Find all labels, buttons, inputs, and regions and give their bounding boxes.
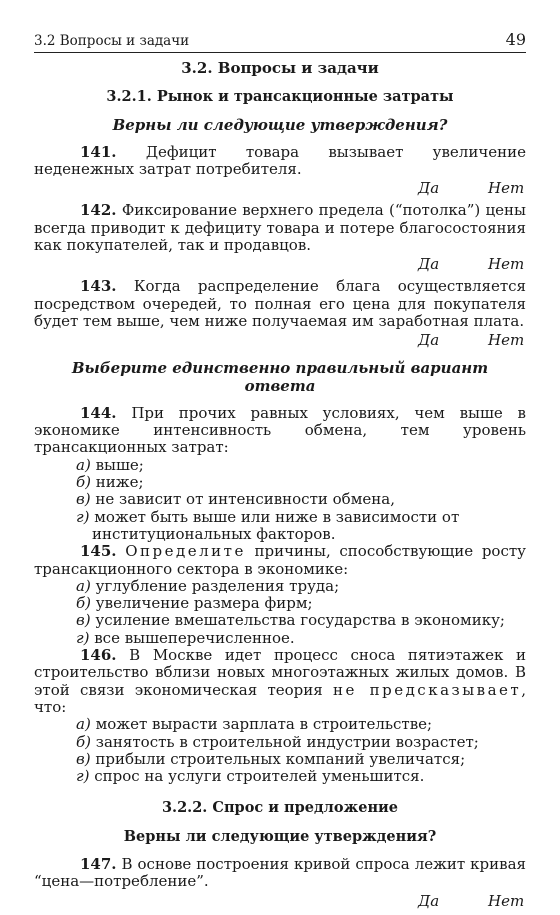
options-146 [34, 716, 526, 785]
question-number: 146. [80, 646, 117, 665]
multiple-choice-heading: Выберите единственно правильный вариант ответа [71, 359, 489, 395]
option-b [34, 595, 526, 612]
option-mark: б) [76, 473, 92, 492]
question-143 [34, 278, 526, 330]
options-145 [34, 578, 526, 647]
answer-yes: Да [418, 179, 440, 198]
page-number: 49 [505, 30, 526, 49]
answer-yes: Да [418, 255, 440, 274]
question-number: 143. [80, 277, 117, 296]
answer-no: Нет [488, 255, 525, 274]
question-146 [34, 647, 526, 716]
option-mark: а) [76, 715, 91, 734]
question-number: 147. [80, 854, 117, 873]
option-text: может вырасти зарплата в строительстве; [95, 715, 433, 734]
subsection-title-2: 3.2.2. Спрос и предложение [161, 799, 399, 817]
question-142 [34, 202, 526, 254]
option-mark: а) [76, 576, 91, 595]
question-number: 141. [80, 142, 117, 161]
true-false-heading-1: Верны ли следующие утверждения? [112, 115, 448, 134]
question-text: причины, способствующие росту трансакционного сектора в экономике: [34, 542, 526, 578]
question-141 [34, 144, 526, 179]
true-false-heading-2: Верны ли следующие утверждения? [123, 827, 437, 845]
running-head-section: 3.2 Вопросы и задачи [34, 33, 190, 49]
subsection-title-1: 3.2.1. Рынок и трансакционные затраты [106, 88, 454, 106]
option-a [34, 716, 526, 733]
option-mark: в) [76, 611, 91, 630]
question-text: При прочих равных условиях, чем выше в экономике интенсивность обмена, тем уровень трансакционных затрат: [34, 403, 526, 457]
option-text: ниже; [95, 473, 144, 492]
option-text: не зависит от интенсивности обмена, [95, 490, 395, 509]
option-g [34, 630, 526, 647]
option-mark: а) [76, 455, 91, 474]
answer-choices-143 [34, 332, 526, 350]
option-text: увеличение размера фирм; [95, 594, 313, 613]
running-head [34, 32, 526, 53]
question-keyword: Определите [125, 542, 246, 561]
option-mark: г) [76, 507, 90, 526]
page-content [34, 60, 526, 915]
question-text: В основе построения кривой спроса лежит кривая “цена—потребление”. [34, 854, 526, 891]
option-text: выше; [95, 455, 144, 474]
option-b [34, 734, 526, 751]
question-147 [34, 856, 526, 891]
options-144 [34, 457, 526, 543]
question-text: Дефицит товара вызывает увеличение неденежных затрат потребителя. [34, 142, 526, 179]
option-text: углубление разделения труда; [95, 576, 340, 595]
answer-yes: Да [418, 331, 440, 350]
question-144 [34, 405, 526, 457]
question-text: Когда распределение блага осуществляется посредством очередей, то полная его цена для покупателя будет тем выше, чем ниже получаемая им заработная плата. [34, 277, 526, 330]
answer-yes: Да [418, 891, 440, 910]
question-text: В Москве идет процесс сноса пятиэтажек и строительство вблизи новых многоэтажных жилых домов. В этой связи экономическая теория [34, 646, 526, 699]
option-v [34, 491, 526, 508]
option-a [34, 578, 526, 595]
option-mark: г) [76, 628, 90, 647]
question-text: Фиксирование верхнего предела (“потолка”) цены всегда приводит к дефициту товара и потере благосостояния как покупателей, так и продавцов. [34, 201, 526, 255]
option-g [34, 509, 526, 544]
option-a [34, 457, 526, 474]
option-b [34, 474, 526, 491]
option-text: усиление вмешательства государства в экономику; [95, 611, 505, 630]
option-text: все вышеперечисленное. [94, 628, 295, 647]
question-number: 145. [80, 542, 117, 561]
option-mark: г) [76, 767, 90, 786]
question-145 [34, 543, 526, 578]
answer-choices-142 [34, 256, 526, 274]
answer-no: Нет [488, 179, 525, 198]
option-mark: б) [76, 732, 92, 751]
option-text: прибыли строительных компаний увеличатся; [95, 749, 466, 768]
section-title: 3.2. Вопросы и задачи [181, 59, 379, 77]
answer-no: Нет [488, 891, 525, 910]
option-text: спрос на услуги строителей уменьшится. [94, 767, 425, 786]
question-keyword: не предсказывает [332, 680, 522, 699]
option-v [34, 751, 526, 768]
question-number: 142. [80, 201, 117, 220]
question-number: 144. [80, 403, 117, 422]
question-text-end: , что: [34, 680, 526, 716]
option-mark: б) [76, 594, 92, 613]
answer-choices-141 [34, 180, 526, 198]
option-text: может быть выше или ниже в зависимости от институциональных факторов. [92, 507, 460, 543]
option-text: занятость в строительной индустрии возрастет; [95, 732, 479, 751]
answer-no: Нет [488, 331, 525, 350]
option-mark: в) [76, 490, 91, 509]
option-v [34, 612, 526, 629]
option-mark: в) [76, 749, 91, 768]
answer-choices-147 [34, 893, 526, 911]
option-g [34, 768, 526, 785]
